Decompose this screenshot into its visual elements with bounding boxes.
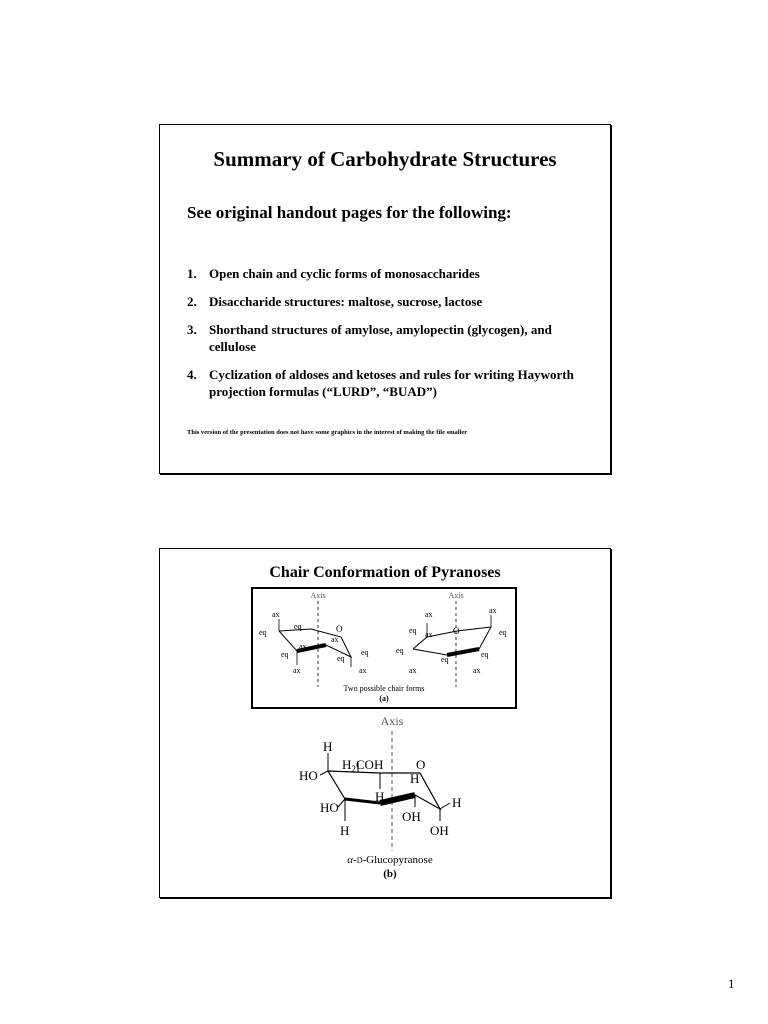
eq-label: eq: [361, 648, 369, 657]
ax-label: ax: [299, 642, 307, 651]
eq-label: eq: [281, 650, 289, 659]
atom-label: H: [375, 789, 385, 804]
ax-label: ax: [425, 630, 433, 639]
atom-label: OH: [402, 809, 421, 824]
eq-label: eq: [294, 622, 302, 631]
item-number: 1.: [187, 266, 197, 281]
atom-label: OH: [430, 823, 449, 838]
axis-label: Axis: [448, 591, 464, 600]
item-text: Open chain and cyclic forms of monosaccharides: [209, 266, 480, 281]
ax-label: ax: [409, 666, 417, 675]
list-item: [187, 265, 597, 282]
ax-label: ax: [489, 606, 497, 615]
panel-label: (b): [383, 868, 397, 880]
item-number: 4.: [187, 367, 197, 382]
ax-label: ax: [425, 610, 433, 619]
item-number: 3.: [187, 322, 197, 337]
item-number: 2.: [187, 294, 197, 309]
compound-name: α-D-Glucopyranose: [347, 854, 433, 866]
ax-label: ax: [272, 610, 280, 619]
h2coh-label: $H_2COH$: [342, 757, 384, 774]
figure-caption: Two possible chair forms: [343, 684, 425, 693]
ax-label: ax: [331, 635, 339, 644]
ring-oxygen: O: [336, 624, 343, 634]
ring-oxygen: O: [416, 757, 426, 772]
atom-label: H: [452, 795, 462, 810]
panel-label: (a): [379, 694, 389, 703]
item-text: Disaccharide structures: maltose, sucrose, lactose: [209, 294, 483, 309]
eq-label: eq: [396, 646, 404, 655]
atom-label: H: [323, 739, 333, 754]
axis-label: Axis: [380, 714, 404, 728]
item-text: Cyclization of aldoses and ketoses and rules for writing Hayworth projection formulas (“LURD”, “BUAD”): [209, 367, 574, 399]
ring-oxygen: O: [453, 626, 460, 636]
atom-label: HO: [320, 800, 339, 815]
page-number: 1: [728, 976, 735, 991]
atom-label: H: [340, 823, 350, 838]
list-item: [187, 366, 597, 400]
slide-title: Summary of Carbohydrate Structures: [213, 147, 557, 171]
slide-subtitle: See original handout pages for the following:: [187, 203, 512, 222]
figure-a-chair-forms: [251, 587, 517, 709]
eq-label: eq: [337, 654, 345, 663]
eq-label: eq: [409, 626, 417, 635]
figure-b-glucopyranose: [290, 711, 490, 886]
slide-chair-conformation: [159, 548, 611, 898]
list-item: [187, 293, 597, 310]
slide-summary: [159, 124, 611, 474]
eq-label: eq: [499, 628, 507, 637]
item-text: Shorthand structures of amylose, amylopectin (glycogen), and cellulose: [209, 322, 552, 354]
eq-label: eq: [259, 628, 267, 637]
ax-label: ax: [473, 666, 481, 675]
footnote: This version of the presentation does not have some graphics in the interest of making the file smaller: [187, 429, 468, 436]
list-item: [187, 321, 597, 355]
eq-label: eq: [441, 655, 449, 664]
slide-title: Chair Conformation of Pyranoses: [269, 564, 501, 581]
axis-label: Axis: [310, 591, 326, 600]
eq-label: eq: [481, 650, 489, 659]
atom-label: HO: [299, 768, 318, 783]
summary-list: [187, 265, 597, 411]
ax-label: ax: [359, 666, 367, 675]
ax-label: ax: [293, 666, 301, 675]
atom-label: H: [410, 771, 420, 786]
